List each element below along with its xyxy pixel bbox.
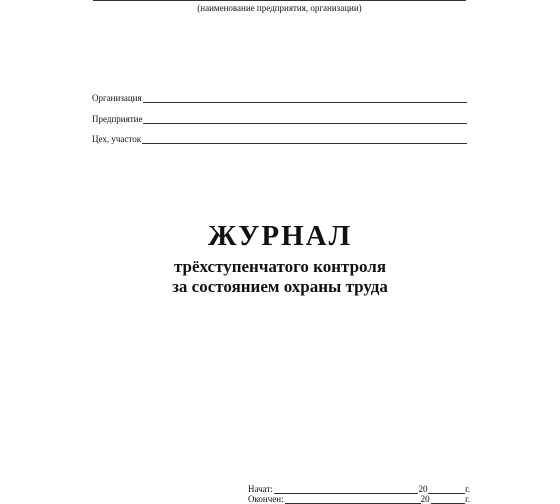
workshop-label: Цех, участок: [92, 134, 142, 144]
enterprise-label: Предприятие: [92, 114, 143, 124]
journal-title: ЖУРНАЛ: [207, 220, 353, 252]
enterprise-field: [92, 114, 467, 124]
finished-century: 20: [420, 494, 430, 504]
started-century: 20: [418, 484, 428, 494]
workshop-field: [92, 134, 467, 144]
started-label: Начат:: [248, 484, 273, 494]
workshop-blank-line: [142, 134, 467, 144]
organization-label: Организация: [92, 93, 142, 103]
finished-date-blank: [285, 494, 421, 504]
started-year-suffix: г.: [465, 484, 470, 494]
finished-date-row: [248, 494, 470, 504]
enterprise-name-line: [93, 0, 466, 1]
journal-subtitle-line-2: за состоянием охраны труда: [172, 277, 388, 296]
journal-subtitle-line-1: трёхступенчатого контроля: [173, 257, 387, 276]
started-year-blank: [428, 484, 465, 494]
finished-label: Окончен:: [248, 494, 284, 504]
started-date-blank: [274, 484, 419, 494]
enterprise-name-caption: (наименование предприятия, организации): [197, 3, 362, 13]
organization-blank-line: [143, 93, 467, 103]
started-date-row: [248, 484, 470, 494]
organization-field: [92, 93, 467, 103]
finished-year-blank: [431, 494, 465, 504]
finished-year-suffix: г.: [465, 494, 470, 504]
enterprise-blank-line: [143, 114, 467, 124]
